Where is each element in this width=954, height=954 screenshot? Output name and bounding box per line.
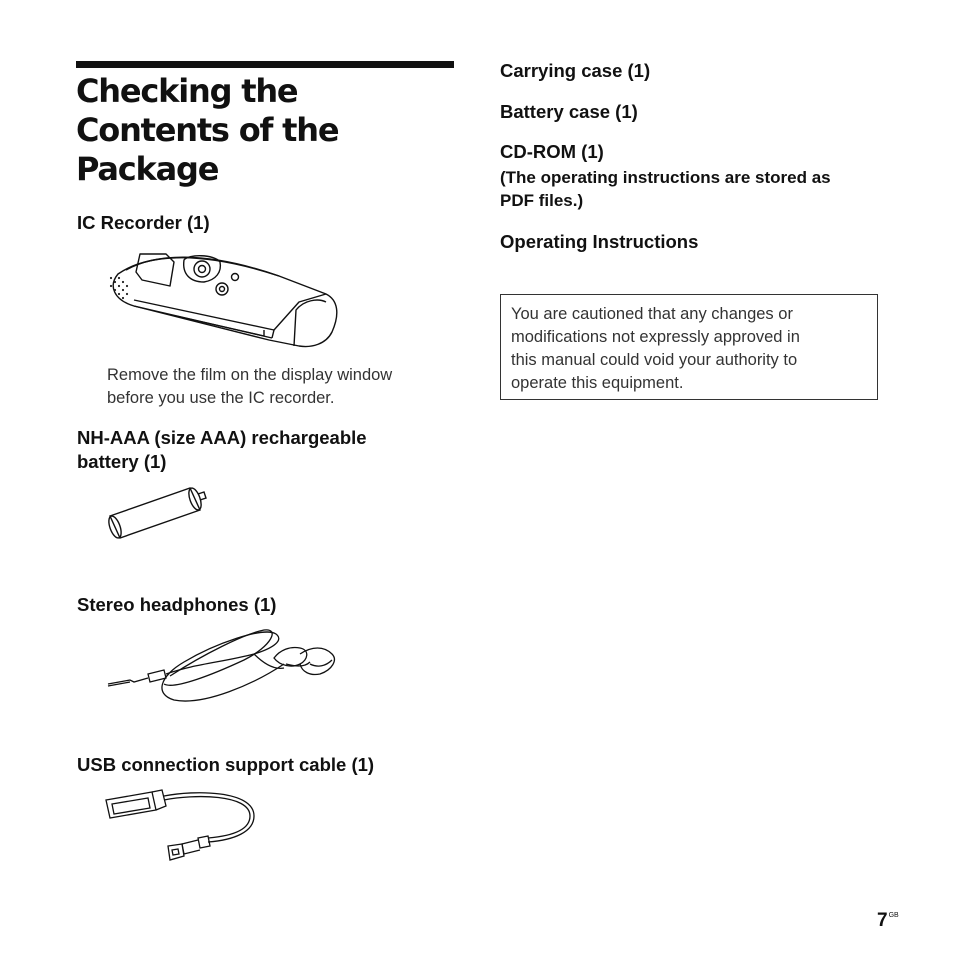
- operating-instructions-heading: Operating Instructions: [500, 231, 699, 252]
- battery-heading-line-2: battery (1): [77, 451, 167, 472]
- page-title-line-3: Package: [76, 150, 219, 188]
- cd-rom-note-line-2: PDF files.): [500, 191, 584, 210]
- page-number-value: 7: [877, 910, 888, 931]
- aaa-battery-icon: [104, 482, 214, 544]
- ic-recorder-note: [107, 364, 392, 410]
- battery-heading: [77, 426, 367, 474]
- caution-line-1: You are cautioned that any changes or: [511, 305, 793, 323]
- usb-cable-heading: USB connection support cable (1): [77, 754, 375, 775]
- stereo-headphones-icon: [104, 624, 340, 708]
- caution-line-3: this manual could void your authority to: [511, 351, 798, 369]
- page-region: GB: [888, 912, 899, 919]
- headphones-heading: Stereo headphones (1): [77, 594, 277, 615]
- cd-rom-note: [500, 166, 831, 212]
- page-title: [76, 72, 456, 189]
- caution-line-4: operate this equipment.: [511, 374, 684, 392]
- page-title-line-1: Checking the: [76, 72, 298, 110]
- page-number: [877, 910, 899, 932]
- page-title-line-2: Contents of the: [76, 111, 339, 149]
- caution-line-2: modifications not expressly approved in: [511, 328, 800, 346]
- usb-cable-icon: [104, 786, 260, 866]
- cd-rom-heading: CD-ROM (1): [500, 141, 604, 162]
- ic-recorder-heading: IC Recorder (1): [77, 212, 210, 233]
- ic-recorder-note-line-2: before you use the IC recorder.: [107, 389, 335, 407]
- battery-case-heading: Battery case (1): [500, 101, 638, 122]
- ic-recorder-note-line-1: Remove the film on the display window: [107, 366, 393, 384]
- cd-rom-note-line-1: (The operating instructions are stored as: [500, 168, 831, 187]
- caution-box: [500, 294, 878, 400]
- ic-recorder-icon: [104, 244, 340, 352]
- heading-rule: [76, 61, 454, 68]
- carrying-case-heading: Carrying case (1): [500, 60, 651, 81]
- battery-heading-line-1: NH-AAA (size AAA) rechargeable: [77, 427, 367, 448]
